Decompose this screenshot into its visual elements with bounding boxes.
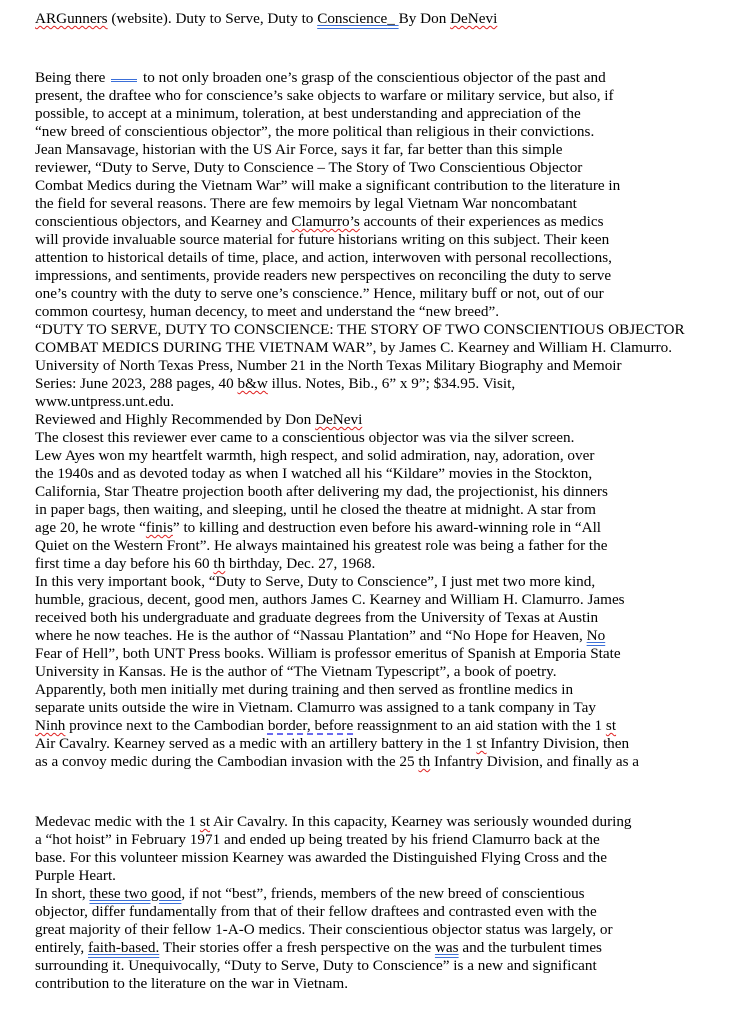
spelling-flagged-word: Clamurro’s: [291, 213, 360, 230]
text-line: [35, 627, 605, 645]
text-segment: birthday, Dec. 27, 1968.: [225, 555, 376, 572]
spelling-flagged-word: Ninh: [35, 717, 66, 734]
text-segment: in paper bags, then waiting, and sleeping, until he closed the theatre at midnight. A star from: [35, 501, 596, 518]
text-segment: the 1940s and as devoted today as when I watched all his “Kildare” movies in the Stockton,: [35, 465, 593, 482]
text-line: [35, 339, 672, 357]
grammar-blank-marker: [111, 69, 137, 82]
text-segment: Lew Ayes won my heartfelt warmth, high respect, and solid admiration, nay, adoration, over: [35, 447, 595, 464]
text-segment: a “hot hoist” in February 1971 and ended up being treated by his friend Clamurro back at the: [35, 831, 600, 848]
text-line: [35, 123, 594, 141]
text-segment: Fear of Hell”, both UNT Press books. William is professor emeritus of Spanish at Emporia State: [35, 645, 621, 662]
text-segment: separate units outside the wire in Vietnam. Clamurro was assigned to a tank company in Tay: [35, 699, 596, 716]
text-line: [35, 411, 362, 429]
text-segment: to not only broaden one’s grasp of the conscientious objector of the past and: [139, 69, 606, 86]
header-by: By Don: [398, 10, 451, 27]
style-flagged-text: border, before: [267, 717, 354, 734]
grammar-flagged-text: faith-based.: [88, 939, 160, 956]
text-segment: possible, to accept at a minimum, toleration, at best understanding and appreciation of the: [35, 105, 581, 122]
text-line: [35, 591, 625, 609]
header-gap: _: [387, 10, 399, 27]
text-line: [35, 753, 639, 771]
text-line: [35, 537, 607, 555]
text-segment: surrounding it. Unequivocally, “Duty to Serve, Duty to Conscience” is a new and significant: [35, 957, 597, 974]
text-line: [35, 357, 622, 375]
text-line: [35, 231, 609, 249]
text-segment: where he now teaches. He is the author of “Nassau Plantation” and “No Hope for Heaven,: [35, 627, 587, 644]
text-line: [35, 465, 592, 483]
text-segment: COMBAT MEDICS DURING THE VIETNAM WAR”, by James C. Kearney and William H. Clamurro.: [35, 339, 673, 356]
document-header: [35, 10, 497, 28]
spelling-flagged-word: th: [418, 753, 431, 770]
text-segment: Apparently, both men initially met during training and then served as frontline medics in: [35, 681, 574, 698]
text-line: [35, 249, 612, 267]
text-line: [35, 885, 585, 903]
text-segment: Purple Heart.: [35, 867, 116, 884]
text-segment: Infantry Division, then: [486, 735, 630, 752]
text-line: [35, 957, 597, 975]
text-segment: Quiet on the Western Front”. He always maintained his greatest role was being a father for the: [35, 537, 608, 554]
text-line: [35, 195, 577, 213]
text-line: [35, 177, 620, 195]
text-segment: attention to historical details of time, place, and action, interwoven with personal recollections,: [35, 249, 612, 266]
text-line: [35, 831, 600, 849]
text-line: [35, 735, 629, 753]
text-line: [35, 87, 614, 105]
text-line: [35, 663, 557, 681]
text-segment: California, Star Theatre projection booth after delivering my dad, the projectionist, his dinners: [35, 483, 608, 500]
text-segment: present, the draftee who for conscience’s sake objects to warfare or military service, but also, if: [35, 87, 614, 104]
text-line: [35, 903, 597, 921]
text-segment: The closest this reviewer ever came to a conscientious objector was via the silver screen.: [35, 429, 575, 446]
text-line: [35, 699, 596, 717]
text-segment: age 20, he wrote “: [35, 519, 146, 536]
text-line: [35, 555, 375, 573]
text-segment: first time a day before his 60: [35, 555, 214, 572]
text-segment: reassignment to an aid station with the 1: [353, 717, 606, 734]
text-segment: Medevac medic with the 1: [35, 813, 200, 830]
text-line: [35, 519, 601, 537]
text-segment: University in Kansas. He is the author of “The Vietnam Typescript”, a book of poetry.: [35, 663, 557, 680]
text-line: [35, 921, 613, 939]
text-segment: one’s country with the duty to serve one’s conscience.” Hence, military buff or not, out of our: [35, 285, 604, 302]
text-line: [35, 573, 595, 591]
header-author: DeNevi: [450, 10, 498, 27]
text-line: [35, 447, 594, 465]
text-segment: Reviewed and Highly Recommended by Don: [35, 411, 316, 428]
text-line: [35, 813, 632, 831]
text-line: [35, 975, 348, 993]
text-segment: In this very important book, “Duty to Serve, Duty to Conscience”, I just met two more kind,: [35, 573, 596, 590]
text-line: [35, 267, 611, 285]
text-line: [35, 645, 621, 663]
text-segment: Series: June 2023, 288 pages, 40: [35, 375, 238, 392]
text-segment: illus. Notes, Bib., 6” x 9”; $34.95. Visit,: [267, 375, 516, 392]
text-segment: Jean Mansavage, historian with the US Air Force, says it far, far better than this simple: [35, 141, 563, 158]
text-segment: accounts of their experiences as medics: [359, 213, 604, 230]
text-line: [35, 483, 608, 501]
text-line: [35, 375, 515, 393]
spelling-flagged-word: st: [476, 735, 487, 752]
text-line: [35, 213, 604, 231]
spelling-flagged-word: st: [605, 717, 617, 734]
text-segment: Infantry Division, and finally as a: [430, 753, 640, 770]
text-line: [35, 717, 616, 735]
text-segment: base. For this volunteer mission Kearney was awarded the Distinguished Flying Cross and the: [35, 849, 607, 866]
text-segment: great majority of their fellow 1-A-O medics. Their conscientious objector status was largely, or: [35, 921, 613, 938]
text-line: [35, 159, 582, 177]
text-line: [35, 939, 602, 957]
text-line: [35, 285, 604, 303]
text-segment: objector, differ fundamentally from that of their fellow draftees and contrasted even with the: [35, 903, 597, 920]
text-line: [35, 429, 574, 447]
text-line: [35, 681, 573, 699]
text-segment: common courtesy, human decency, to meet and understand the “new breed”.: [35, 303, 500, 320]
text-segment: will provide invaluable source material for future historians writing on this subject. Their keen: [35, 231, 610, 248]
grammar-flagged-text: these two good: [89, 885, 182, 902]
text-line: [35, 501, 596, 519]
text-segment: received both his undergraduate and graduate degrees from the University of Texas at Austin: [35, 609, 599, 626]
text-segment: and the turbulent times: [458, 939, 602, 956]
text-line: [35, 867, 116, 885]
text-segment: In short,: [35, 885, 90, 902]
spelling-flagged-word: th: [213, 555, 226, 572]
text-line: [35, 303, 499, 321]
text-segment: Air Cavalry. In this capacity, Kearney was seriously wounded during: [210, 813, 632, 830]
text-segment: University of North Texas Press, Number 21 in the North Texas Military Biography and Memoir: [35, 357, 622, 374]
header-text: (website). Duty to Serve, Duty to: [107, 10, 318, 27]
grammar-flagged-text: No: [586, 627, 606, 644]
text-segment: reviewer, “Duty to Serve, Duty to Conscience – The Story of Two Conscientious Objector: [35, 159, 583, 176]
text-segment: province next to the Cambodian: [65, 717, 268, 734]
text-segment: impressions, and sentiments, provide readers new perspectives on reconciling the duty to serve: [35, 267, 612, 284]
grammar-flagged-text: was: [434, 939, 459, 956]
header-conscience: Conscience: [317, 10, 388, 27]
text-line: [35, 849, 607, 867]
text-segment: Their stories offer a fresh perspective on the: [159, 939, 435, 956]
text-segment: entirely,: [35, 939, 88, 956]
spelling-flagged-word: finis: [145, 519, 173, 536]
text-line: [35, 69, 606, 87]
spelling-flagged-word: DeNevi: [315, 411, 363, 428]
text-segment: conscientious objectors, and Kearney and: [35, 213, 292, 230]
text-segment: contribution to the literature on the war in Vietnam.: [35, 975, 349, 992]
text-segment: “DUTY TO SERVE, DUTY TO CONSCIENCE: THE STORY OF TWO CONSCIENTIOUS OBJECTOR: [35, 321, 685, 338]
text-segment: “new breed of conscientious objector”, the more political than religious in their convictions.: [35, 123, 595, 140]
text-line: [35, 321, 685, 339]
text-segment: Being there: [35, 69, 110, 86]
text-segment: the field for several reasons. There are few memoirs by legal Vietnam War noncombatant: [35, 195, 577, 212]
text-segment: , if not “best”, friends, members of the new breed of conscientious: [181, 885, 585, 902]
text-segment: ” to killing and destruction even before his award-winning role in “All: [172, 519, 602, 536]
text-segment: www.untpress.unt.edu.: [35, 393, 175, 410]
text-line: [35, 609, 598, 627]
text-line: [35, 393, 174, 411]
text-segment: humble, gracious, decent, good men, authors James C. Kearney and William H. Clamurro. James: [35, 591, 625, 608]
text-line: [35, 105, 581, 123]
text-segment: Combat Medics during the Vietnam War” will make a significant contribution to the literature in: [35, 177, 621, 194]
spelling-flagged-word: st: [199, 813, 211, 830]
source-name: ARGunners: [35, 10, 108, 27]
text-segment: Air Cavalry. Kearney served as a medic with an artillery battery in the 1: [35, 735, 477, 752]
spelling-flagged-word: b&w: [237, 375, 268, 392]
text-segment: as a convoy medic during the Cambodian invasion with the 25: [35, 753, 419, 770]
text-line: [35, 141, 562, 159]
